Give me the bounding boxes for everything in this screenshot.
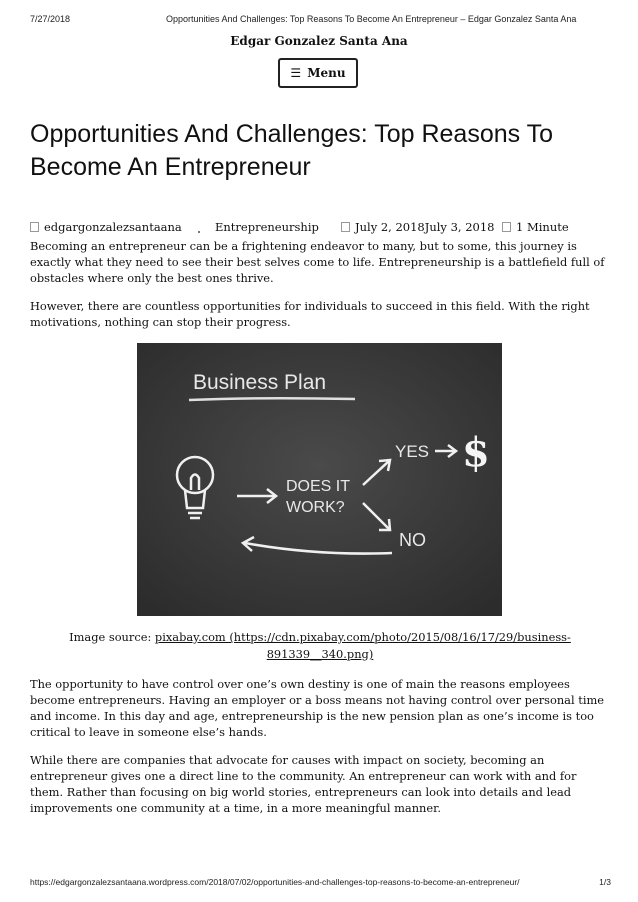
meta-author[interactable] [30, 220, 182, 234]
meta-read-time-label: 1 Minute [516, 220, 569, 234]
caption-prefix: Image source: [69, 630, 155, 644]
post-title: Opportunities And Challenges: Top Reasons To Become An Entrepreneur [30, 120, 554, 181]
meta-category[interactable] [198, 220, 319, 234]
meta-read-time [502, 220, 569, 234]
paragraph-2: However, there are countless opportunities for individuals to succeed in this field. With the right motivations, nothing can stop their progress. [30, 299, 590, 329]
image-no: NO [399, 530, 426, 550]
paragraph-4: While there are companies that advocate for causes with impact on society, becoming an entrepreneur gives one a direct line to the community. An entrepreneur can work with and for them. Rather than focusing on big world stories, entrepreneurs can look into details and lead improvements one community at a time, in a more meaningful manner. [30, 753, 577, 815]
image-heading: Business Plan [193, 371, 327, 394]
site-title[interactable]: Edgar Gonzalez Santa Ana [230, 34, 408, 48]
paragraph-1: Becoming an entrepreneur can be a frightening endeavor to many, but to some, this journey is exactly what they need to see their best selves come to life. Entrepreneurship is a battlefield full of obstacles where only the best ones thrive. [30, 239, 605, 285]
category-icon [198, 231, 200, 233]
menu-button[interactable] [278, 58, 358, 88]
meta-date-label: July 2, 2018July 3, 2018 [355, 220, 495, 234]
menu-label: Menu [307, 66, 346, 80]
print-url: https://edgargonzalezsantaana.wordpress.com/2018/07/02/opportunities-and-challenges-top-reasons-to-become-an-entrepreneur/ [30, 877, 520, 887]
dollar-icon: $ [462, 429, 490, 476]
meta-author-label: edgargonzalezsantaana [44, 220, 182, 234]
author-icon [30, 222, 39, 232]
hamburger-icon: ☰ [290, 66, 302, 80]
image-yes: YES [395, 442, 430, 461]
caption-source-link[interactable]: pixabay.com (https://cdn.pixabay.com/photo/2015/08/16/17/29/business-891339__340.png) [154, 630, 571, 661]
image-caption [30, 629, 610, 663]
meta-category-label: Entrepreneurship [215, 220, 319, 234]
print-date: 7/27/2018 [30, 14, 71, 24]
paragraph-3: The opportunity to have control over one’s own destiny is one of main the reasons employees become entrepreneurs. Having an employer or a boss means not having control over personal time and income. In this day and age, entrepreneurship is the new pension plan as one’s income is too critical to leave in someone else’s hands. [30, 677, 604, 739]
image-question-line1: DOES IT [286, 478, 351, 495]
page-number: 1/3 [599, 877, 611, 887]
image-question-line2: WORK? [286, 499, 345, 516]
calendar-icon [341, 222, 350, 232]
print-page-title: Opportunities And Challenges: Top Reasons To Become An Entrepreneur – Edgar Gonzalez Santa Ana [166, 14, 577, 24]
meta-date[interactable] [341, 220, 494, 234]
clock-icon [502, 222, 511, 232]
business-plan-image [137, 343, 502, 616]
